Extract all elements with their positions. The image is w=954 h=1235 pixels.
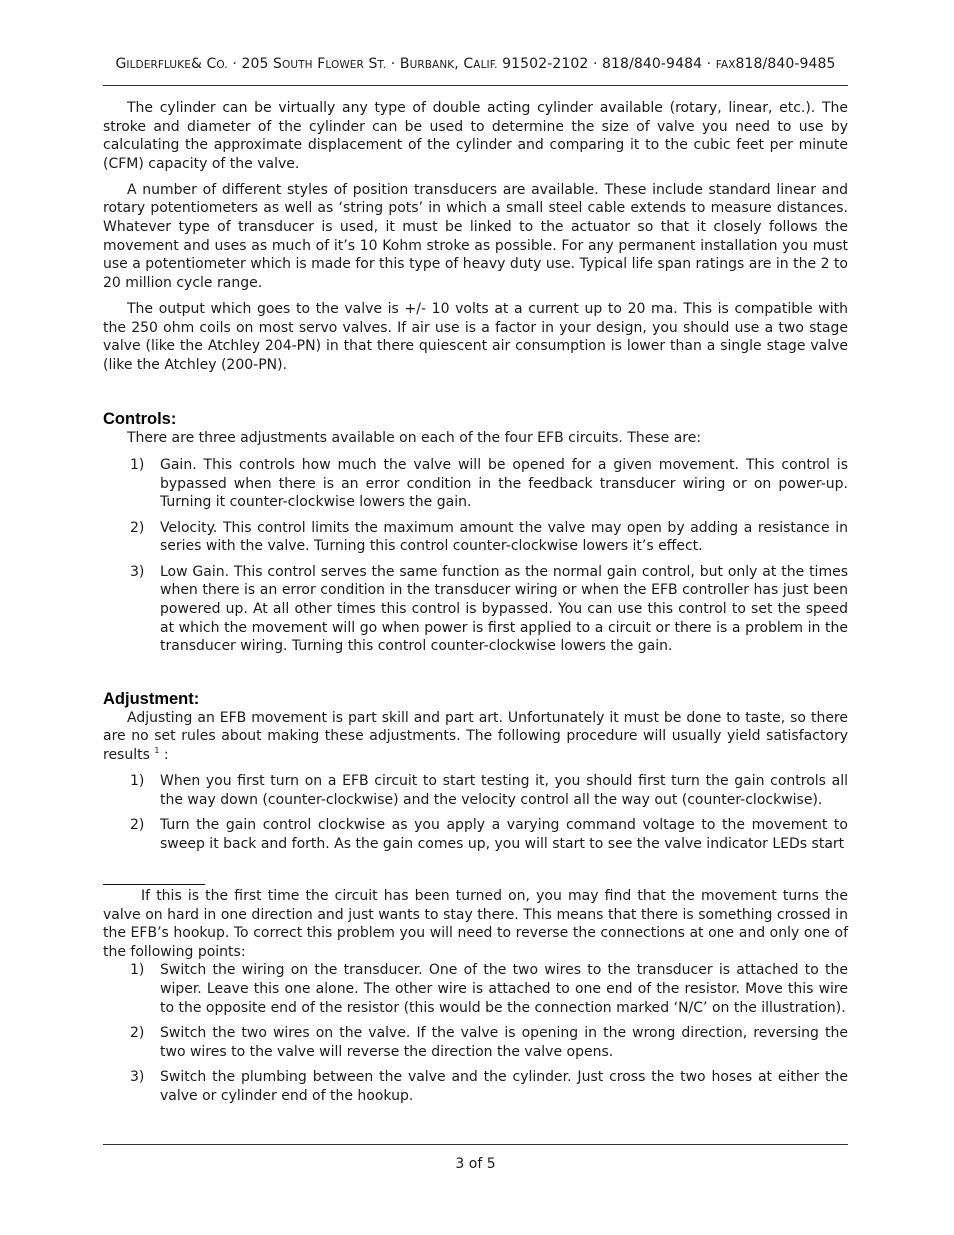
list-item [103, 1068, 848, 1105]
list-item [103, 1024, 848, 1061]
zip-code: 91502-2102 [497, 56, 589, 72]
letterhead [103, 56, 848, 72]
footnote-rule [103, 884, 205, 885]
list-number: 2) [130, 519, 145, 536]
adjustment-list [103, 772, 848, 853]
separator-dot: · [386, 56, 400, 72]
company-name-part: ILDERFLUKE [126, 59, 191, 71]
address-part: OUTH [282, 59, 313, 71]
address-part: S [363, 56, 378, 72]
document-body [103, 99, 848, 861]
company-name-part: & C [190, 56, 217, 72]
adjustment-intro [103, 709, 848, 765]
list-number: 3) [130, 1069, 145, 1086]
list-text: Low Gain. This control serves the same function as the normal gain control, but only at the times when there is an error condition in the transducer wiring or when the EFB controller has just been powered up. At all other times this control is bypassed. You can use this control to set the speed at which the movement will go when power is first applied to a circuit or there is a problem in the transducer wiring. Turning this control counter-clockwise lowers the gain. [160, 563, 848, 655]
footnote-text: If this is the first time the circuit has been turned on, you may find that the movement turns the valve on hard in one direction and just wants to stay there. This means that there is something crossed in the EFB’s hookup. To correct this problem you will need to reverse the connections at one and only one of the following points: [103, 888, 848, 960]
controls-list [103, 456, 848, 656]
footnote-list [103, 961, 848, 1105]
adjustment-intro-text: Adjusting an EFB movement is part skill and part art. Unfortunately it must be done to taste, so there are no set rules about making these adjustments. The following procedure will usually yield satisfactory results [103, 709, 848, 764]
fax-number: 818/840-9485 [735, 56, 836, 72]
address-part: F [312, 56, 326, 72]
company-name-part: G [115, 56, 127, 72]
list-text: Switch the two wires on the valve. If the valve is opening in the wrong direction, reversing the two wires to the valve will reverse the direction the valve opens. [160, 1025, 848, 1060]
list-number: 3) [130, 563, 145, 580]
footnote [103, 887, 848, 1113]
address-part: T. [377, 59, 387, 71]
controls-intro: There are three adjustments available on each of the four EFB circuits. These are: [127, 430, 702, 447]
paragraph-transducers: A number of different styles of position transducers are available. These include standard linear and rotary potentiometers as well as ‘string pots’ in which a small steel cable extends to measure distances. Whatever type of transducer is used, it must be linked to the actuator so that it closely follows the movement and uses as much of it’s 10 Kohm stroke as possible. For any permanent installation you must use a potentiometer which is made for this type of heavy duty use. Typical life span ratings are in the 2 to 20 million cycle range. [103, 181, 848, 291]
footer-rule [103, 1144, 848, 1145]
header-rule [103, 85, 848, 86]
list-text: When you first turn on a EFB circuit to start testing it, you should first turn the gain controls all the way down (counter-clockwise) and the velocity control all the way out (counter-clockwise). [160, 773, 848, 808]
paragraph-output: The output which goes to the valve is +/- 10 volts at a current up to 20 ma. This is compatible with the 250 ohm coils on most servo valves. If air use is a factor in your design, you should use a two stage valve (like the Atchley 204-PN) in that there quiescent air consumption is lower than a single stage valve (like the Atchley (200-PN). [103, 300, 848, 373]
city-part: B [399, 56, 410, 72]
list-item [103, 961, 848, 1017]
company-name-part: O. [216, 59, 228, 71]
list-number: 1) [130, 962, 145, 979]
list-text: Gain. This controls how much the valve will be opened for a given movement. This control is bypassed when there is an error condition in the feedback transducer wiring or on power-up. Turning it counter-clockwise lowers the gain. [160, 456, 848, 511]
paragraph-cylinder: The cylinder can be virtually any type of double acting cylinder available (rotary, linear, etc.). The stroke and diameter of the cylinder can be used to determine the size of valve you need to use by calculating the approximate displacement of the cylinder and comparing it to the cubic feet per minute (CFM) capacity of the valve. [103, 100, 848, 172]
list-text: Switch the wiring on the transducer. One of the two wires to the transducer is attached to the wiper. Leave this one alone. The other wire is attached to one end of the resistor. Move this wire to the opposite end of the resistor (this would be the connection marked ‘N/C’ on the illustration). [160, 962, 848, 1016]
city-part: URBANK [409, 59, 455, 71]
list-item [103, 772, 848, 809]
list-item [103, 816, 848, 853]
controls-heading: Controls: [103, 410, 177, 429]
list-number: 1) [130, 773, 145, 790]
separator-dot: · [702, 56, 716, 72]
footnote-marker: 1 [154, 746, 160, 756]
adjustment-intro-end: : [159, 747, 169, 764]
address-part: 205 S [241, 56, 282, 72]
list-text: Turn the gain control clockwise as you apply a varying command voltage to the movement to sweep it back and forth. As the gain comes up, you will start to see the valve indicator LEDs start [160, 817, 848, 852]
list-item [103, 519, 848, 556]
city-part: , C [454, 56, 474, 72]
separator-dot: · [588, 56, 603, 72]
list-item [103, 456, 848, 512]
list-text: Switch the plumbing between the valve and the cylinder. Just cross the two hoses at either the valve or cylinder end of the hookup. [160, 1069, 848, 1104]
list-number: 2) [130, 1025, 145, 1042]
adjustment-heading: Adjustment: [103, 689, 200, 708]
address-part: LOWER [325, 59, 364, 71]
list-number: 2) [130, 817, 145, 834]
page-number: 3 of 5 [455, 1156, 496, 1172]
separator-dot: · [227, 56, 242, 72]
city-part: ALIF. [473, 59, 498, 71]
list-item [103, 563, 848, 656]
list-number: 1) [130, 456, 145, 473]
phone-number: 818/840-9484 [602, 56, 703, 72]
fax-label: FAX [715, 59, 736, 71]
list-text: Velocity. This control limits the maximum amount the valve may open by adding a resistance in series with the valve. Turning this control counter-clockwise lowers it’s effect. [160, 519, 848, 555]
